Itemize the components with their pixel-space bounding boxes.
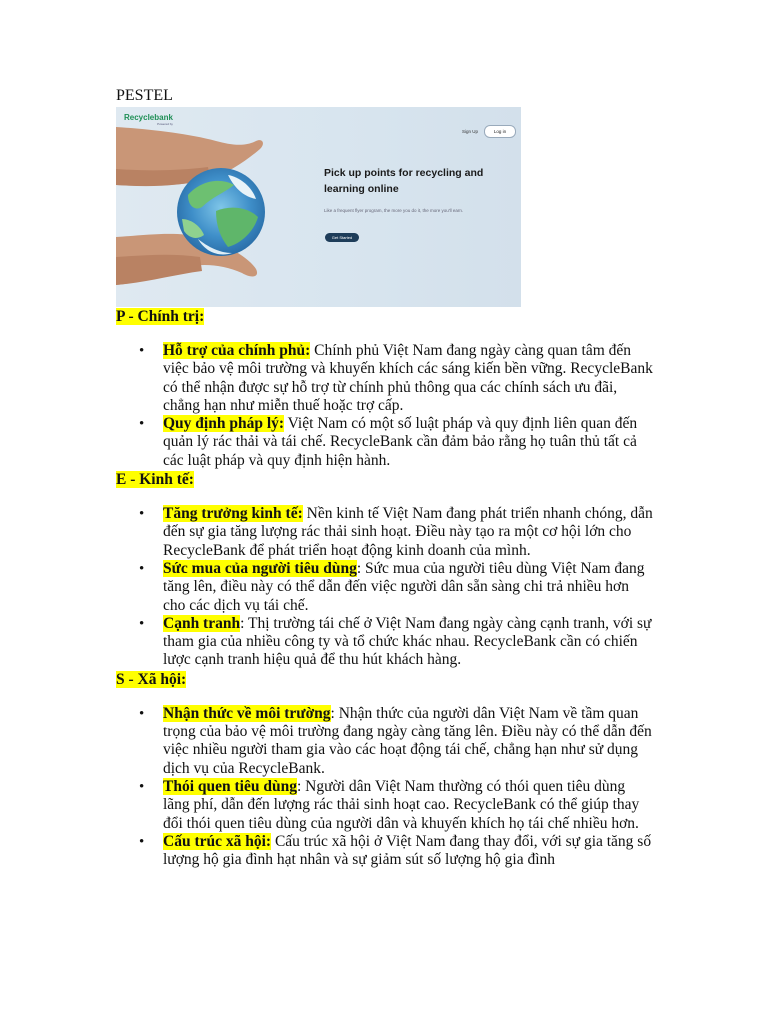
item-text: : Thị trường tái chế ở Việt Nam đang ngày càng cạnh tranh, với sự tham gia của nhiều công ty và tổ chức khác nhau. RecycleBank cần có chiến lược cạnh tranh hiệu quả để thu hút khách hàng. [163,614,652,669]
list-item [116,778,653,833]
section-heading-social: S - Xã hội: [116,670,187,688]
sign-up-link: Sign Up [462,129,479,134]
item-label: Cạnh tranh [163,614,241,632]
bullet-icon: • [139,615,145,632]
item-text: : Nhận thức của người dân Việt Nam về tầm quan trọng của bảo vệ môi trường đang ngày càng tăng lên. Điều này có thể dẫn đến việc nhiều người tham gia vào các hoạt động tái chế, chẳng hạn như sử dụng dịch vụ của RecycleBank. [163,704,652,777]
bullet-icon: • [139,506,145,523]
bullet-icon: • [139,560,145,577]
section-heading-economic: E - Kinh tế: [116,471,194,489]
item-text: Cấu trúc xã hội ở Việt Nam đang thay đổi, với sự gia tăng số lượng hộ gia đình hạt nhân và sự giảm sút số lượng hộ gia đình [163,832,652,869]
economic-list [116,505,656,670]
list-item [116,615,653,670]
recyclebank-banner-image [116,107,521,307]
item-text: : Sức mua của người tiêu dùng Việt Nam đang tăng lên, điều này có thể dẫn đến việc người dân sẵn sàng chi trả nhiều hơn cho các dịch vụ tái chế. [163,559,645,614]
item-label: Cấu trúc xã hội: [163,832,272,850]
list-item [116,833,653,870]
social-list [116,705,656,870]
document-page [116,86,656,869]
bullet-icon: • [139,343,145,359]
bullet-icon: • [139,833,145,850]
item-text: : Người dân Việt Nam thường có thói quen tiêu dùng lãng phí, dẫn đến lượng rác thải sinh hoạt cao. RecycleBank có thể giúp thay đổi thói quen tiêu dùng của người dân và khuyến khích họ tái chế nhiều hơn. [163,777,640,832]
item-label: Nhận thức về môi trường [163,704,331,722]
bullet-icon: • [139,778,145,795]
section-heading-political: P - Chính trị: [116,308,205,325]
item-text: Nền kinh tế Việt Nam đang phát triển nhanh chóng, dẫn đến sự gia tăng lượng rác thải sinh hoạt. Điều này tạo ra một cơ hội lớn cho RecycleBank để phát triển hoạt động kinh doanh của mình. [163,505,653,559]
login-button: Log in [484,125,516,138]
list-item [116,342,653,415]
banner-subtext: Like a frequent flyer program, the more you do it, the more you'll earn. [324,208,464,213]
bullet-icon: • [139,416,145,433]
item-label: Tăng trưởng kinh tế: [163,505,303,523]
list-item [116,705,653,778]
item-label: Quy định pháp lý: [163,415,285,433]
item-label: Sức mua của người tiêu dùng [163,559,357,577]
item-label: Hỗ trợ của chính phủ: [163,342,311,359]
document-title: PESTEL [116,87,173,104]
political-list [116,342,656,470]
item-label: Thói quen tiêu dùng [163,777,297,795]
item-text: Việt Nam có một số luật pháp và quy định liên quan đến quản lý rác thải và tái chế. RecycleBank cần đảm bảo rằng họ tuân thủ tất cả các luật pháp và quy định hiện hành. [163,415,638,469]
list-item [116,415,653,470]
list-item [116,505,653,560]
recyclebank-logo: Recyclebank Powered by [124,113,173,126]
list-item [116,560,653,615]
banner-headline: Pick up points for recycling and learning online [324,167,484,195]
bullet-icon: • [139,705,145,722]
get-started-button: Get Started [325,233,359,242]
item-text: Chính phủ Việt Nam đang ngày càng quan tâm đến việc bảo vệ môi trường và khuyến khích các sáng kiến bền vững. RecycleBank có thể nhận được sự hỗ trợ từ chính phủ thông qua các chính sách ưu đãi, chẳng hạn như miễn thuế hoặc trợ cấp. [163,342,653,414]
